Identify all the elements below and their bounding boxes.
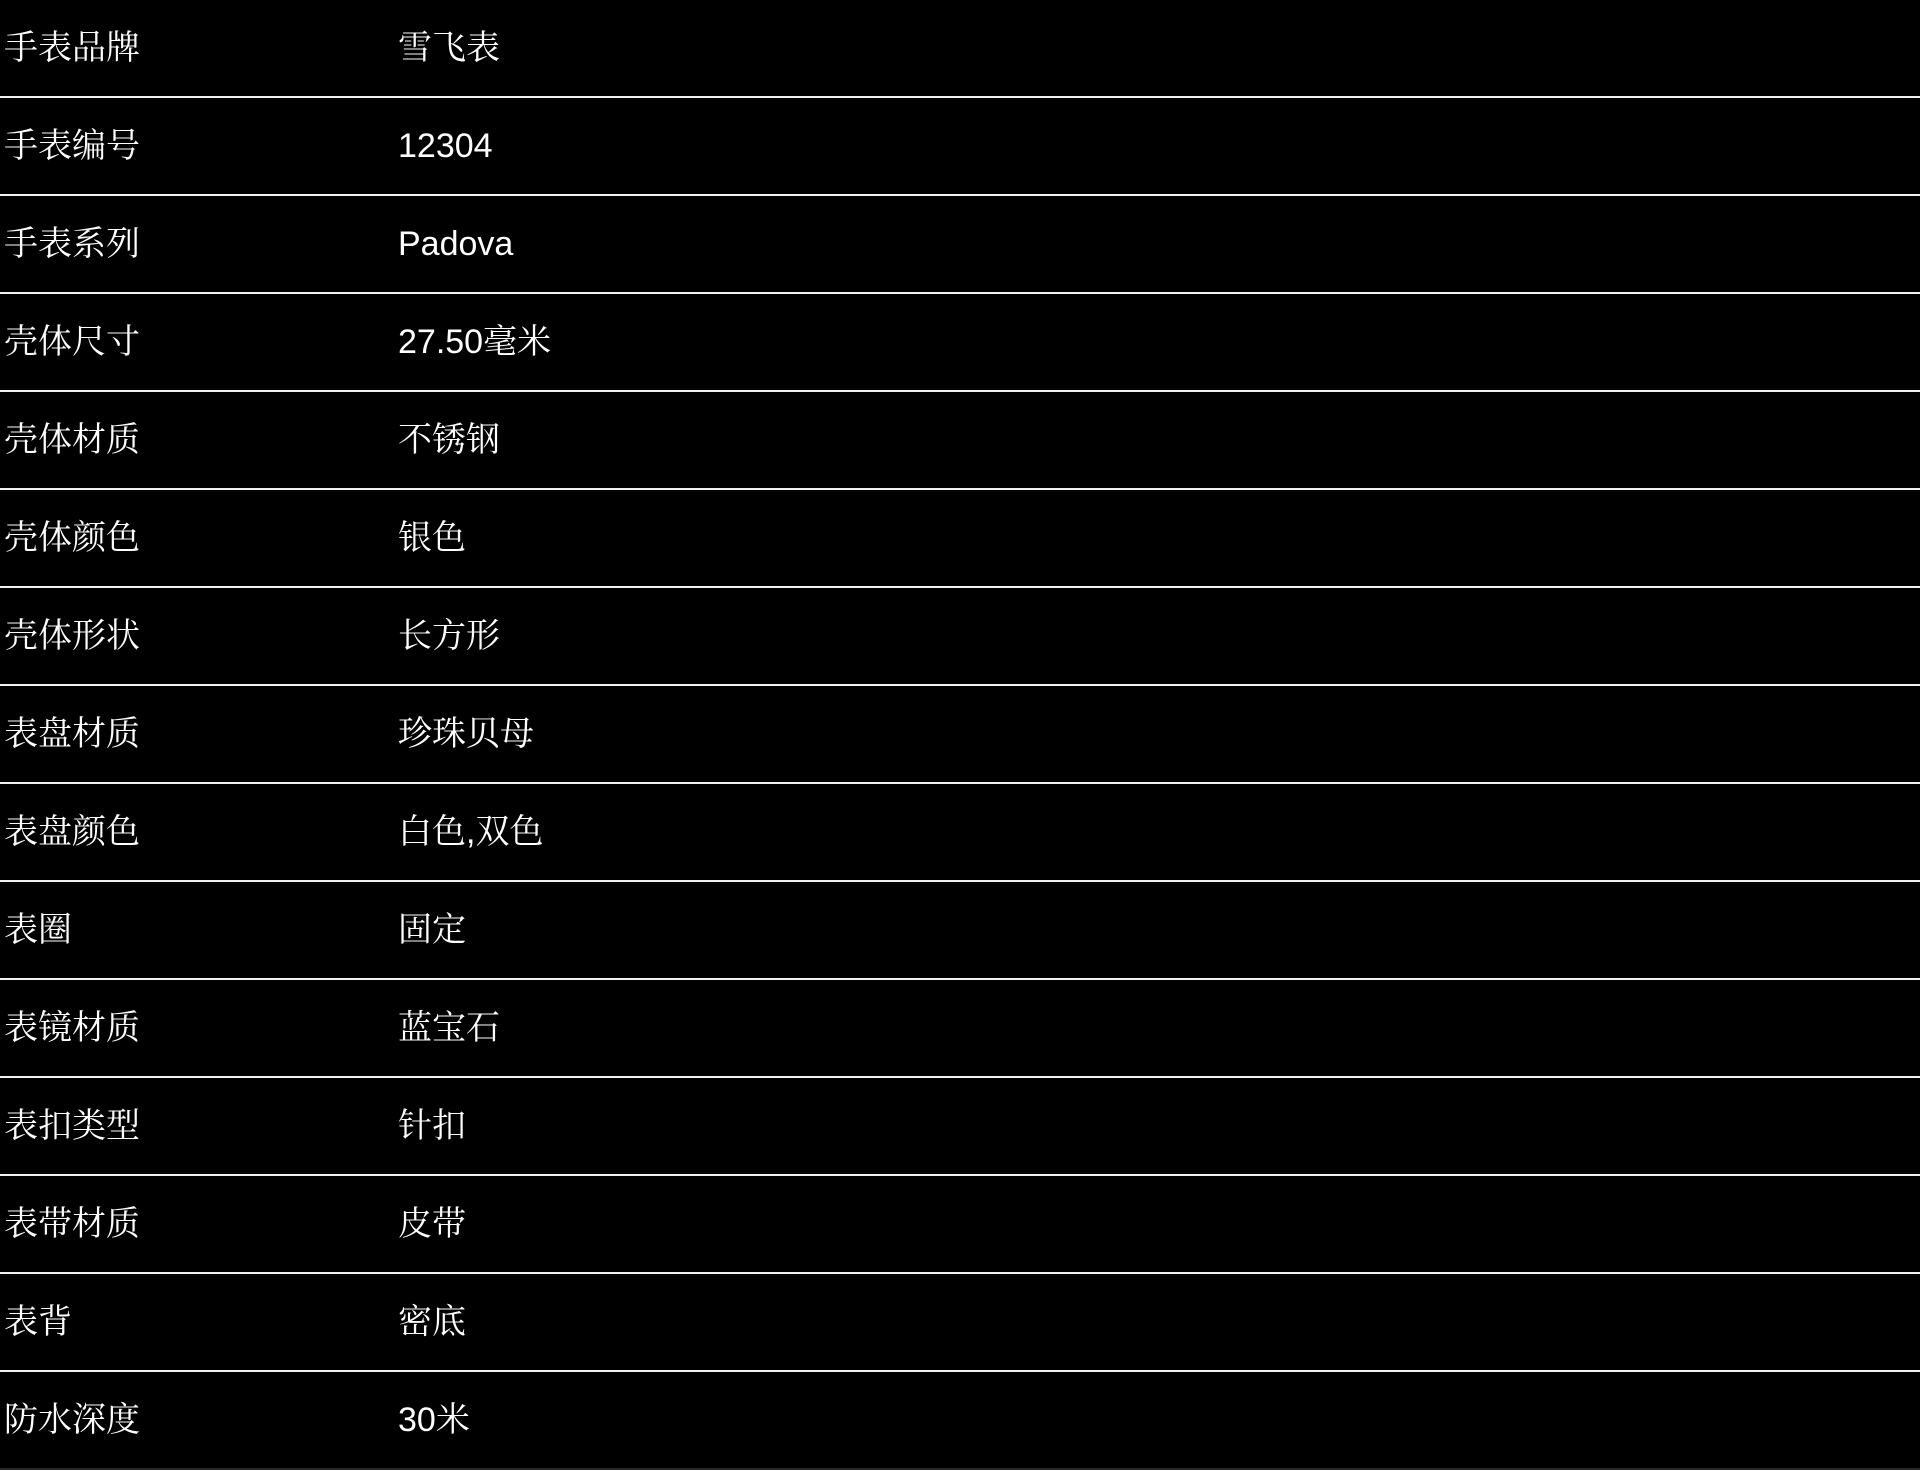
spec-label: 表镜材质	[4, 1009, 140, 1047]
spec-value: 12304	[398, 127, 493, 165]
spec-value: 长方形	[398, 617, 500, 655]
spec-value: 针扣	[398, 1107, 466, 1145]
spec-label: 手表品牌	[4, 29, 140, 67]
spec-value: 30米	[398, 1401, 470, 1439]
spec-label: 表带材质	[4, 1205, 140, 1243]
spec-value: 密底	[398, 1303, 466, 1341]
spec-label: 壳体形状	[4, 617, 140, 655]
spec-label: 壳体尺寸	[4, 323, 140, 361]
spec-row	[0, 392, 1920, 490]
spec-row	[0, 1274, 1920, 1372]
spec-value: 27.50毫米	[398, 323, 552, 361]
spec-label: 手表编号	[4, 127, 140, 165]
spec-label: 表盘颜色	[4, 813, 140, 851]
spec-row	[0, 1078, 1920, 1176]
spec-row	[0, 1372, 1920, 1470]
spec-label: 表背	[4, 1303, 72, 1341]
spec-label: 壳体材质	[4, 421, 140, 459]
spec-value: 蓝宝石	[398, 1009, 500, 1047]
spec-value: Padova	[398, 225, 514, 263]
spec-row	[0, 98, 1920, 196]
spec-row	[0, 1176, 1920, 1274]
spec-row	[0, 882, 1920, 980]
spec-row	[0, 0, 1920, 98]
spec-row	[0, 294, 1920, 392]
spec-value: 不锈钢	[398, 421, 500, 459]
spec-row	[0, 196, 1920, 294]
spec-label: 手表系列	[4, 225, 140, 263]
spec-label: 防水深度	[4, 1401, 140, 1439]
spec-row	[0, 588, 1920, 686]
spec-value: 白色,双色	[398, 813, 544, 851]
spec-label: 表盘材质	[4, 715, 140, 753]
spec-row	[0, 980, 1920, 1078]
spec-value: 皮带	[398, 1205, 466, 1243]
spec-row	[0, 686, 1920, 784]
spec-row	[0, 490, 1920, 588]
spec-value: 银色	[398, 519, 466, 557]
spec-label: 表扣类型	[4, 1107, 140, 1145]
spec-value: 雪飞表	[398, 29, 500, 67]
spec-label: 表圈	[4, 911, 72, 949]
spec-label: 壳体颜色	[4, 519, 140, 557]
spec-value: 固定	[398, 911, 466, 949]
spec-row	[0, 784, 1920, 882]
spec-value: 珍珠贝母	[398, 715, 534, 753]
